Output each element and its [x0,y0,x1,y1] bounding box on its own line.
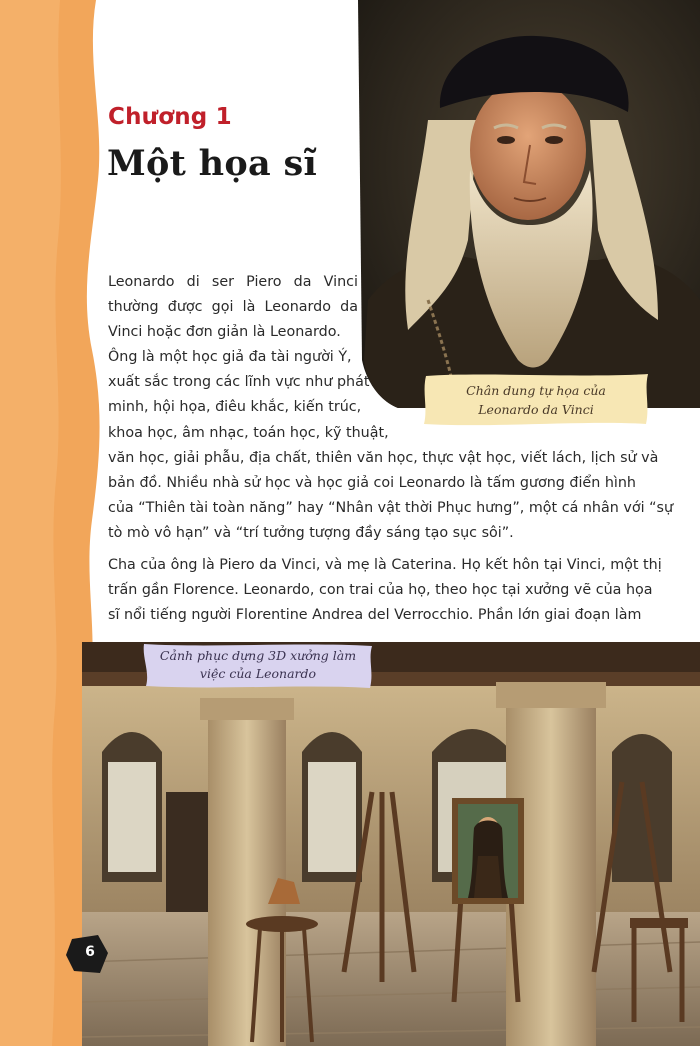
portrait-caption [420,372,652,428]
portrait-caption-text: Chân dung tự họa của Leonardo da Vinci [466,383,606,417]
paragraph-line: thường được gọi là Leonardo da [108,299,358,315]
paragraph-line: tò mò vô hạn” và “trí tưởng tượng đầy sáng tạo sục sôi”. [108,525,514,541]
paragraph-line: Leonardo di ser Piero da Vinci [108,274,358,290]
paragraph-line: văn học, giải phẫu, địa chất, thiên văn học, thực vật học, viết lách, lịch sử và [108,450,659,466]
workshop-caption [140,642,376,690]
paragraph-line: bản đồ. Nhiều nhà sử học và học giả coi Leonardo là tấm gương điển hình [108,475,636,491]
workshop-caption-text: Cảnh phục dựng 3D xưởng làm việc của Leonardo [159,648,357,681]
paragraph-line: minh, hội họa, điêu khắc, kiến trúc, [108,399,362,415]
paragraph-line: trấn gần Florence. Leonardo, con trai của họ, theo học tại xưởng vẽ của họa [108,582,653,598]
paragraph-line: Vinci hoặc đơn giản là Leonardo. [108,324,341,340]
leonardo-portrait-image [358,0,700,408]
paragraph-line: của “Thiên tài toàn năng” hay “Nhân vật thời Phục hưng”, một cá nhân với “sự [108,500,673,516]
paragraph-line: Cha của ông là Piero da Vinci, và mẹ là Caterina. Họ kết hôn tại Vinci, một thị [108,557,662,573]
workshop-3d-image [82,642,700,1046]
chapter-label: Chương 1 [108,104,232,130]
chapter-title: Một họa sĩ [107,143,318,184]
paragraph-line: Ông là một học giả đa tài người Ý, [108,349,352,365]
page-number: 6 [85,944,95,960]
paragraph-line: sĩ nổi tiếng người Florentine Andrea del Verrocchio. Phần lớn giai đoạn làm [108,607,642,623]
paragraph-line: khoa học, âm nhạc, toán học, kỹ thuật, [108,425,389,441]
paragraph-line: xuất sắc trong các lĩnh vực như phát [108,374,370,390]
